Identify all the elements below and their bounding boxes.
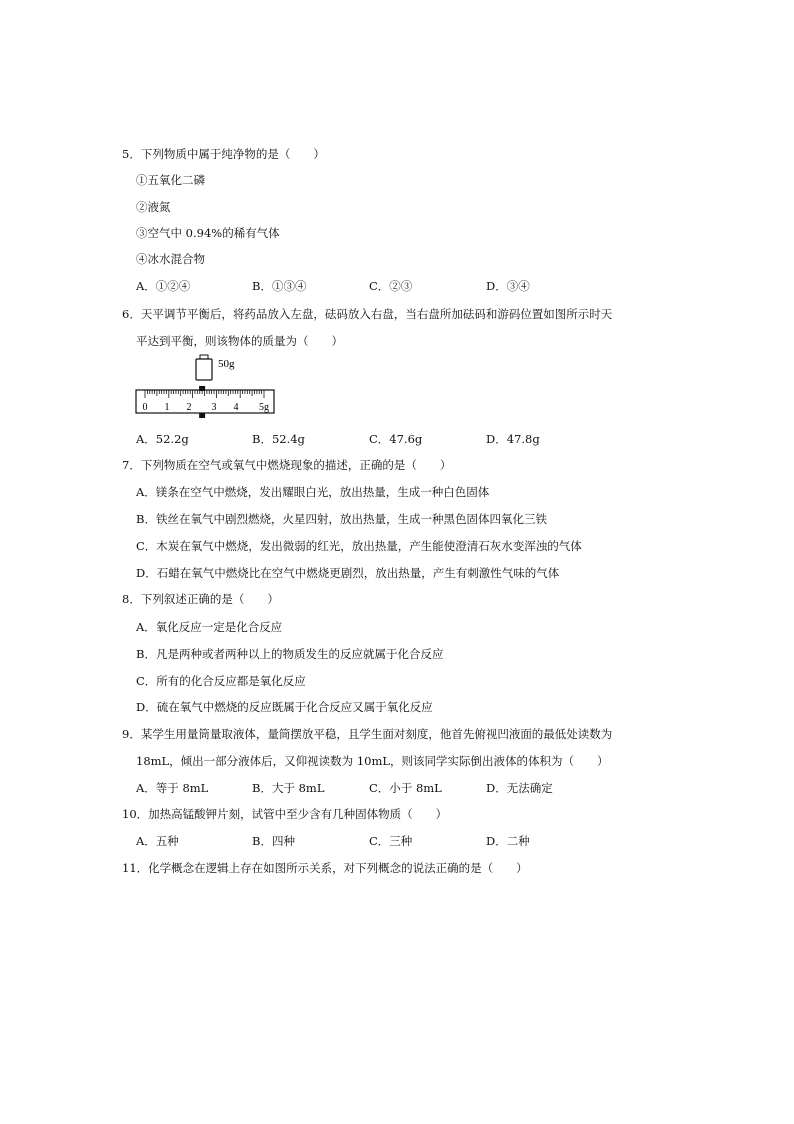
q5-stem: 5．下列物质中属于纯净物的是（ ） (122, 147, 325, 161)
q8-option-d: D．硫在氧气中燃烧的反应既属于化合反应又属于氧化反应 (136, 700, 433, 714)
q5-option-a: A．①②④ (136, 279, 191, 293)
q7-option-c: C．木炭在氧气中燃烧，发出微弱的红光，放出热量，产生能使澄清石灰水变浑浊的气体 (136, 539, 582, 553)
scale-label-5: 5g (259, 402, 269, 413)
q5-item-3: ③空气中 0.94%的稀有气体 (136, 226, 280, 240)
q5-option-d: D．③④ (486, 279, 530, 293)
q5-item-2: ②液氮 (136, 200, 171, 214)
q9-option-b: B．大于 8mL (252, 781, 325, 795)
q8-option-b: B．凡是两种或者两种以上的物质发生的反应就属于化合反应 (136, 647, 444, 661)
q10-stem: 10．加热高锰酸钾片刻，试管中至少含有几种固体物质（ ） (122, 807, 448, 821)
q9-option-d: D．无法确定 (486, 781, 553, 795)
weight-50g-icon (196, 355, 212, 380)
scale-label-2: 2 (186, 402, 192, 413)
q6-stem-line-2: 平达到平衡，则该物体的质量为（ ） (136, 334, 343, 348)
q5-options (136, 278, 736, 294)
q6-option-c: C．47.6g (369, 432, 423, 446)
q6-option-a: A．52.2g (136, 432, 189, 446)
q5-option-b: B．①③④ (252, 279, 307, 293)
q10-option-d: D．二种 (486, 834, 530, 848)
q10-option-b: B．四种 (252, 834, 295, 848)
q5-item-1: ①五氧化二磷 (136, 173, 205, 187)
scale-label-4: 4 (233, 402, 239, 413)
q6-stem-line-1: 6．天平调节平衡后，将药品放入左盘，砝码放入右盘，当右盘所加砝码和游码位置如图所示时天 (122, 307, 613, 321)
scale-label-3: 3 (211, 402, 217, 413)
q10-option-c: C．三种 (369, 834, 413, 848)
q8-stem: 8．下列叙述正确的是（ ） (122, 592, 279, 606)
q5-item-4: ④冰水混合物 (136, 252, 205, 266)
q6-option-d: D．47.8g (486, 432, 540, 446)
weight-label: 50g (218, 358, 235, 370)
q9-options (136, 780, 736, 796)
q9-option-c: C．小于 8mL (369, 781, 442, 795)
q9-option-a: A．等于 8mL (136, 781, 209, 795)
q11-stem: 11．化学概念在逻辑上存在如图所示关系，对下列概念的说法正确的是（ ） (122, 861, 528, 875)
q9-stem-line-2: 18mL，倾出一部分液体后，又仰视读数为 10mL，则该同学实际倒出液体的体积为（ ） (136, 754, 609, 768)
q7-stem: 7．下列物质在空气或氧气中燃烧现象的描述，正确的是（ ） (122, 458, 452, 472)
q5-option-c: C．②③ (369, 279, 413, 293)
q7-option-d: D．石蜡在氧气中燃烧比在空气中燃烧更剧烈，放出热量，产生有刺激性气味的气体 (136, 566, 560, 580)
scale-label-0: 0 (142, 402, 148, 413)
scale-label-1: 1 (164, 402, 170, 413)
q9-stem-line-1: 9．某学生用量筒量取液体，量筒摆放平稳，且学生面对刻度，他首先俯视凹液面的最低处读数为 (122, 727, 613, 741)
q7-option-a: A．镁条在空气中燃烧，发出耀眼白光，放出热量，生成一种白色固体 (136, 485, 490, 499)
q8-option-a: A．氧化反应一定是化合反应 (136, 620, 283, 634)
q8-option-c: C．所有的化合反应都是氧化反应 (136, 674, 306, 688)
q10-options (136, 833, 736, 849)
q7-option-b: B．铁丝在氧气中剧烈燃烧，火星四射，放出热量，生成一种黑色固体四氧化三铁 (136, 512, 547, 526)
q6-options (136, 431, 736, 447)
balance-figure (134, 352, 284, 422)
q6-option-b: B．52.4g (252, 432, 305, 446)
q10-option-a: A．五种 (136, 834, 179, 848)
